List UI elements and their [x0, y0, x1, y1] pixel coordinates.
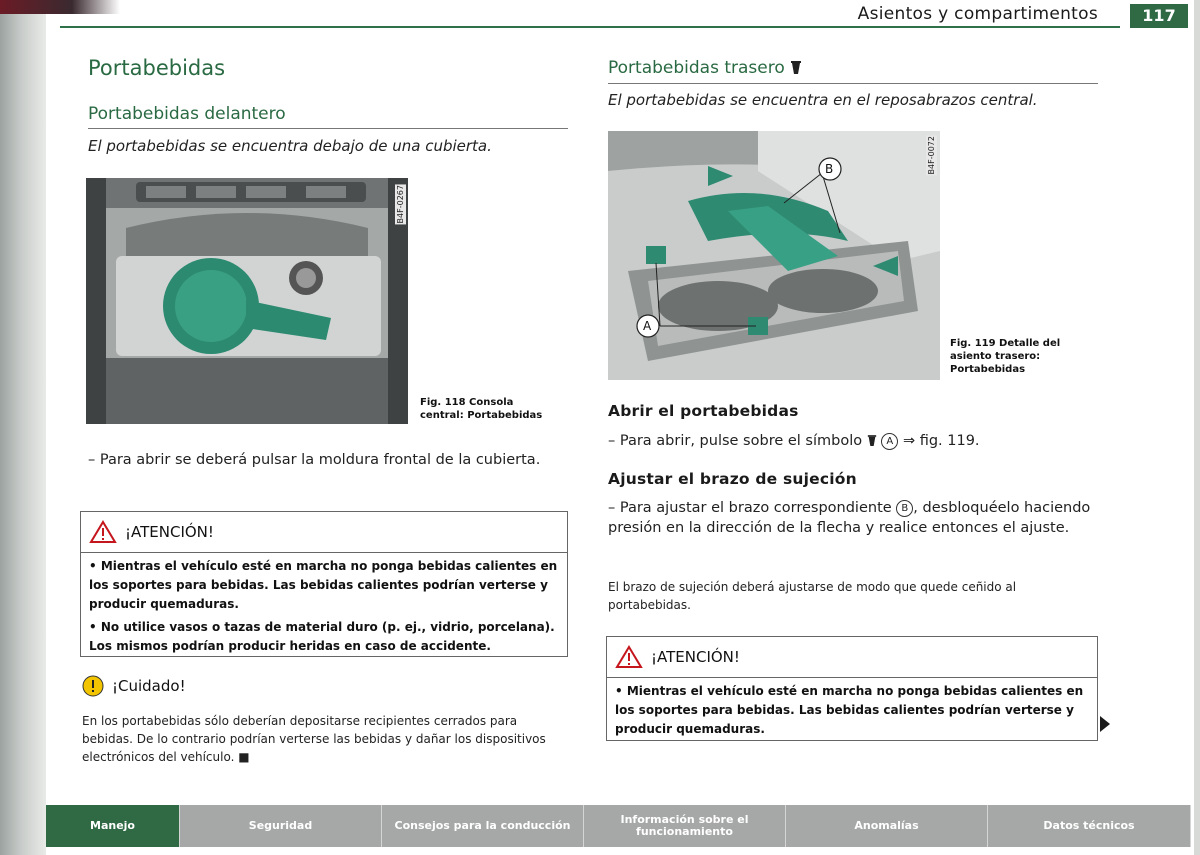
- cup-holder-icon: [790, 60, 802, 76]
- subsection-title-rear-text: Portabebidas trasero: [608, 58, 785, 78]
- heading-open-rear: Abrir el portabebidas: [608, 402, 799, 420]
- warning-item: • No utilice vasos o tazas de material duro (p. ej., vidrio, porcelana). Los mismos podrían producir heridas en caso de accidente.: [89, 620, 555, 653]
- continue-arrow-icon: [1100, 716, 1110, 732]
- tab-manejo[interactable]: Manejo: [46, 805, 180, 847]
- subsection-rule: [88, 128, 568, 129]
- adjustment-note: El brazo de sujeción deberá ajustarse de modo que quede ceñido al portabebidas.: [608, 580, 1017, 612]
- page-number: 117: [1130, 4, 1188, 28]
- caution-text: En los portabebidas sólo deberían depositarse recipientes cerrados para bebidas. De lo contrario podrían verterse las bebidas y dañar los dispositivos electrónicos del vehículo. ■: [82, 714, 546, 764]
- warning-header: [81, 512, 567, 553]
- warning-header: [607, 637, 1097, 678]
- figure-code: B4F-0072: [927, 136, 936, 175]
- footer-nav: [46, 805, 1191, 847]
- scan-shadow: [0, 0, 120, 14]
- instruction-adjust-arm: [608, 498, 1098, 538]
- figure-code: B4F-0267: [396, 185, 405, 224]
- warning-item: • Mientras el vehículo esté en marcha no ponga bebidas calientes en los soportes para bebidas. Las bebidas calientes podrían verterse y producir quemaduras.: [89, 559, 558, 611]
- lead-text-front: El portabebidas se encuentra debajo de una cubierta.: [88, 137, 492, 155]
- caution-icon: [82, 675, 104, 697]
- section-title: Portabebidas: [88, 56, 226, 80]
- page-binding: [0, 0, 46, 855]
- warning-triangle-icon: [89, 520, 117, 544]
- tab-anomalias[interactable]: Anomalías: [786, 805, 988, 847]
- cup-holder-symbol-icon: [867, 434, 877, 448]
- figure-118-caption: Fig. 118 Consola central: Portabebidas: [420, 397, 543, 421]
- instruction-open-rear-text: – Para abrir, pulse sobre el símbolo: [608, 433, 863, 449]
- warning-title: ¡ATENCIÓN!: [651, 648, 740, 666]
- warning-body: [607, 678, 1097, 743]
- label-b: B: [825, 162, 834, 176]
- tab-informacion[interactable]: Información sobre el funcionamiento: [584, 805, 786, 847]
- instruction-adjust-text: – Para ajustar el brazo correspondiente: [608, 500, 892, 516]
- figure-119-rear-armrest: [608, 131, 940, 380]
- instruction-open-rear: [608, 431, 1088, 451]
- label-b-inline: B: [896, 500, 913, 517]
- figure-118-console: [86, 178, 408, 424]
- caution-title: ¡Cuidado!: [112, 677, 186, 695]
- instruction-open-front: – Para abrir se deberá pulsar la moldura frontal de la cubierta.: [88, 452, 541, 468]
- warning-item: • Mientras el vehículo esté en marcha no ponga bebidas calientes en los soportes para bebidas. Las bebidas calientes podrían verterse y producir quemaduras.: [615, 684, 1084, 736]
- label-a-inline: A: [881, 433, 898, 450]
- subsection-rule-rear: [608, 83, 1098, 84]
- caution-header: [82, 675, 186, 697]
- lead-text-rear: El portabebidas se encuentra en el reposabrazos central.: [608, 91, 1038, 109]
- warning-box-rear: [606, 636, 1098, 741]
- warning-triangle-icon: [615, 645, 643, 669]
- subsection-title-rear: [608, 58, 802, 78]
- warning-title: ¡ATENCIÓN!: [125, 523, 214, 541]
- tab-consejos[interactable]: Consejos para la conducción: [382, 805, 584, 847]
- instruction-adjust-text-rest: , desbloquéelo haciendo presión en la dirección de la flecha y realice entonces el ajuste.: [608, 500, 1091, 536]
- instruction-open-rear-ref: ⇒ fig. 119.: [902, 433, 980, 449]
- label-a: A: [643, 319, 652, 333]
- tab-seguridad[interactable]: Seguridad: [180, 805, 382, 847]
- header-rule: [60, 26, 1120, 28]
- subsection-title-front: Portabebidas delantero: [88, 104, 286, 124]
- figure-119-caption: Fig. 119 Detalle del asiento trasero: Portabebidas: [950, 338, 1061, 375]
- running-header: Asientos y compartimentos: [857, 4, 1098, 24]
- heading-adjust-arm: Ajustar el brazo de sujeción: [608, 470, 857, 488]
- page-edge: [1194, 0, 1200, 855]
- tab-datos-tecnicos[interactable]: Datos técnicos: [988, 805, 1191, 847]
- warning-box-front: [80, 511, 568, 657]
- warning-body: [81, 553, 567, 660]
